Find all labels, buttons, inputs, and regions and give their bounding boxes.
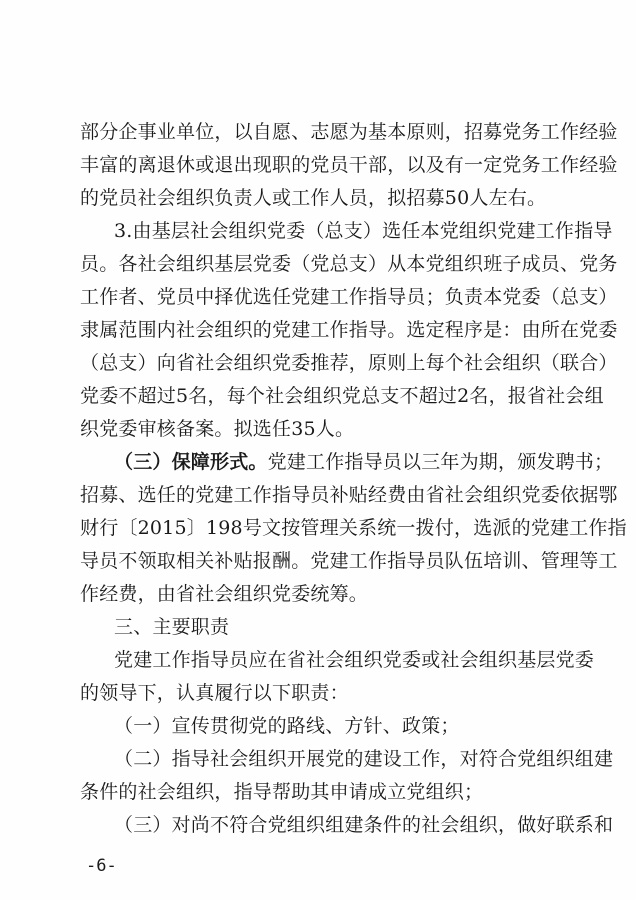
text-line: 织党委审核备案。拟选任35人。: [80, 418, 355, 440]
text-line: 的党员社会组织负责人或工作人员，拟招募50人左右。: [80, 187, 547, 209]
text-line: 招募、选任的党建工作指导员补贴经费由省社会组织党委依据鄂: [80, 484, 618, 506]
duty-item: （一）宣传贯彻党的路线、方针、政策；: [114, 715, 460, 737]
text-line: 的领导下，认真履行以下职责：: [80, 682, 349, 704]
duty-item: （二）指导社会组织开展党的建设工作，对符合党组织组建: [114, 748, 614, 770]
section-text: 党建工作指导员以三年为期，颁发聘书；: [267, 451, 614, 473]
text-line: 条件的社会组织，指导帮助其申请成立党组织；: [80, 781, 484, 803]
chapter-heading: 三、主要职责: [114, 616, 230, 638]
text-line: 党委不超过5名，每个社会组织党总支不超过2名，报省社会组: [80, 385, 604, 407]
text-line: 3.由基层社会组织党委（总支）选任本党组织党建工作指导: [114, 220, 613, 242]
text-line: 丰富的离退休或退出现职的党员干部，以及有一定党务工作经验: [80, 154, 618, 176]
text-line: （总支）向省社会组织党委推荐，原则上每个社会组织（联合）: [80, 352, 618, 374]
text-line: 员。各社会组织基层党委（党总支）从本党组织班子成员、党务: [80, 253, 618, 275]
text-line: 部分企事业单位，以自愿、志愿为基本原则，招募党务工作经验: [80, 121, 618, 143]
text-line: 导员不领取相关补贴报酬。党建工作指导员队伍培训、管理等工: [80, 550, 618, 572]
text-line: 作经费，由省社会组织党委统筹。: [80, 583, 369, 605]
duty-item: （三）对尚不符合党组织组建条件的社会组织，做好联系和: [114, 814, 614, 836]
text-line: 隶属范围内社会组织的党建工作指导。选定程序是：由所在党委: [80, 319, 618, 341]
text-line: 工作者、党员中择优选任党建工作指导员；负责本党委（总支）: [80, 286, 618, 308]
page-number: -6-: [86, 856, 117, 876]
section-heading: （三）保障形式。: [114, 451, 268, 473]
text-line: 党建工作指导员应在省社会组织党委或社会组织基层党委: [114, 649, 595, 671]
section-paragraph: [114, 450, 613, 474]
text-line: 财行〔2015〕198号文按管理关系统一拨付，选派的党建工作指: [80, 517, 627, 539]
